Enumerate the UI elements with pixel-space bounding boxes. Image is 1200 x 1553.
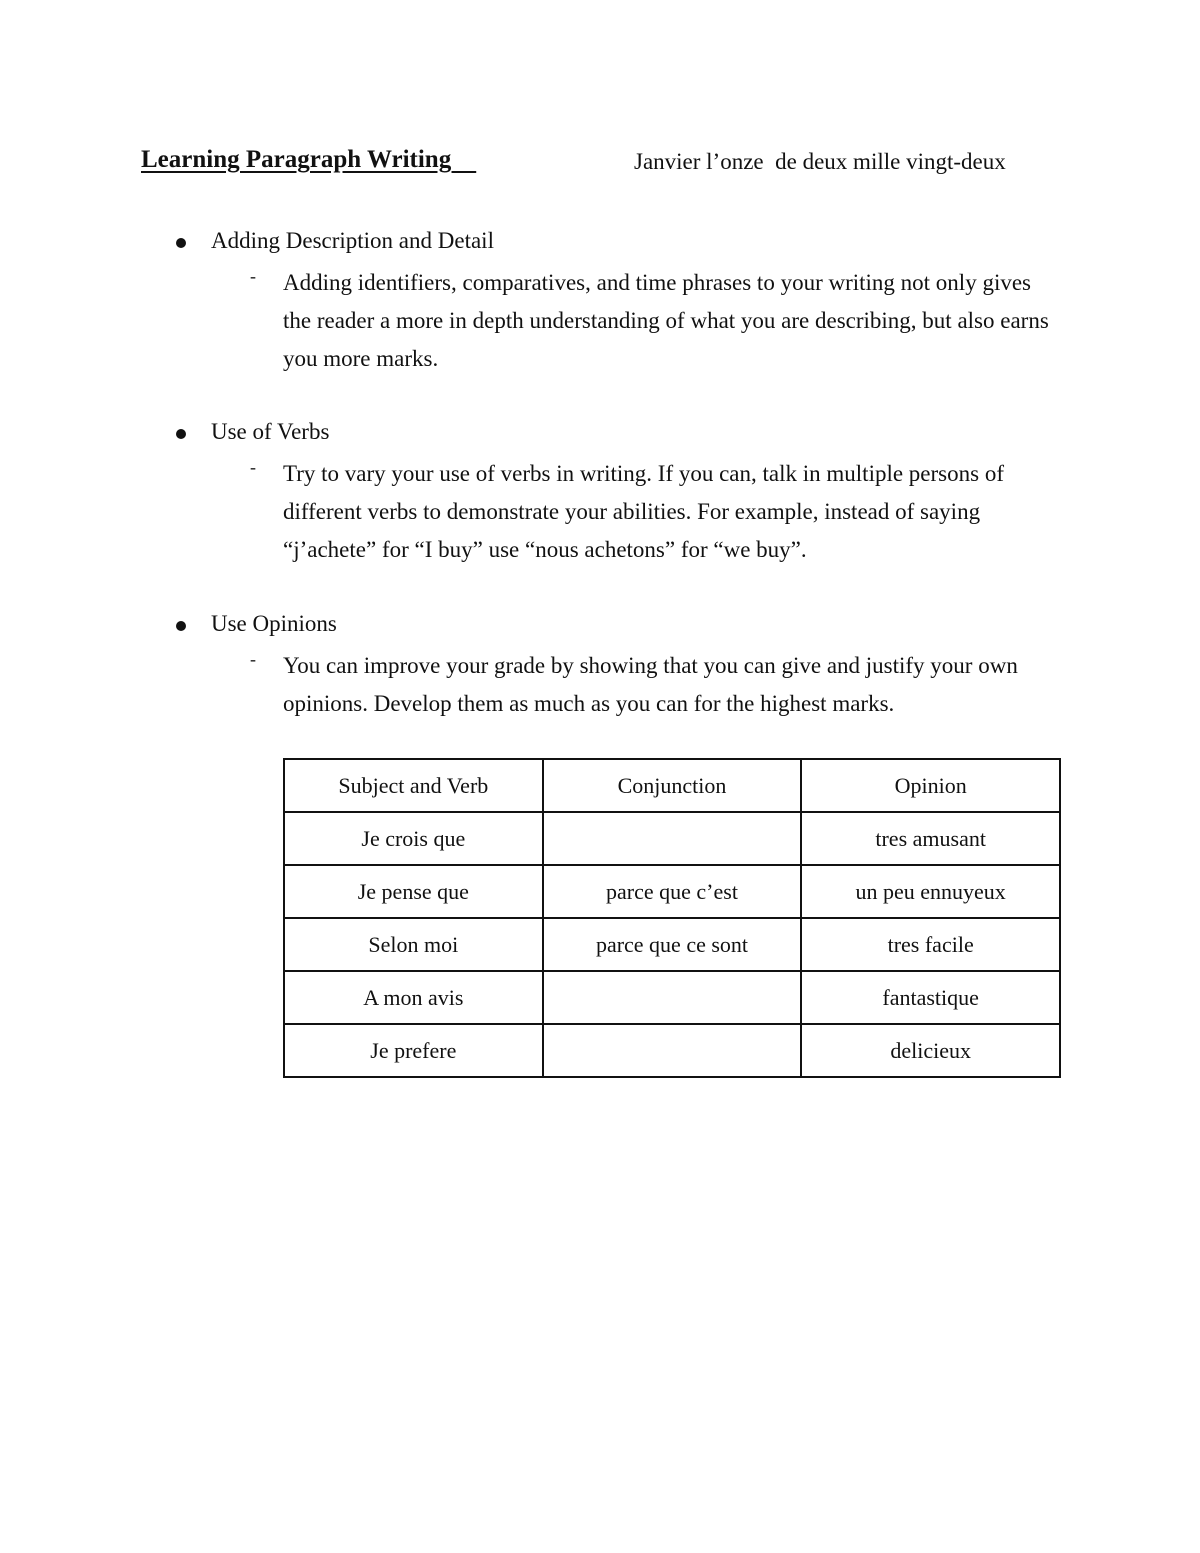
table-row: [284, 1024, 1060, 1077]
table-cell: A mon avis: [284, 971, 543, 1024]
table-header-cell: Opinion: [801, 759, 1060, 812]
table-cell: un peu ennuyeux: [801, 865, 1060, 918]
table-cell: delicieux: [801, 1024, 1060, 1077]
document-title: Learning Paragraph Writing: [141, 146, 477, 173]
dash-icon: -: [250, 266, 256, 286]
table-cell: Je pense que: [284, 865, 543, 918]
table-row: [284, 865, 1060, 918]
table-header-row: [284, 759, 1060, 812]
table-header-cell: Conjunction: [543, 759, 802, 812]
table-cell: parce que ce sont: [543, 918, 802, 971]
bullet-icon: [176, 621, 186, 631]
dash-icon: -: [250, 457, 256, 477]
document-header: [141, 146, 1061, 186]
table-cell: parce que c’est: [543, 865, 802, 918]
table-cell: Selon moi: [284, 918, 543, 971]
bullet-icon: [176, 429, 186, 439]
document-date: Janvier l’onze de deux mille vingt-deux: [634, 149, 1006, 174]
bullet-detail-text: Try to vary your use of verbs in writing. If you can, talk in multiple persons of different verbs to demonstrate your abilities. For example, instead of saying “j’achete” for “I buy” use “nous achetons” for “we buy”.: [283, 461, 1004, 562]
table-cell: Je crois que: [284, 812, 543, 865]
table-row: [284, 918, 1060, 971]
table-row: [284, 971, 1060, 1024]
table-cell: [543, 812, 802, 865]
bullet-heading: Use of Verbs: [211, 419, 330, 444]
bullet-icon: [176, 238, 186, 248]
table-cell: fantastique: [801, 971, 1060, 1024]
table-cell: [543, 1024, 802, 1077]
table-header-cell: Subject and Verb: [284, 759, 543, 812]
table-cell: tres amusant: [801, 812, 1060, 865]
bullet-detail-text: Adding identifiers, comparatives, and time phrases to your writing not only gives the reader a more in depth understanding of what you are describing, but also earns you more marks.: [283, 270, 1049, 371]
bullet-detail-text: You can improve your grade by showing that you can give and justify your own opinions. Develop them as much as you can for the highest marks.: [283, 653, 1018, 716]
table-cell: Je prefere: [284, 1024, 543, 1077]
table-cell: [543, 971, 802, 1024]
table-cell: tres facile: [801, 918, 1060, 971]
dash-icon: -: [250, 649, 256, 669]
bullet-heading: Use Opinions: [211, 611, 337, 636]
bullet-heading: Adding Description and Detail: [211, 228, 494, 253]
table-row: [284, 812, 1060, 865]
opinion-table: [283, 758, 1061, 1078]
